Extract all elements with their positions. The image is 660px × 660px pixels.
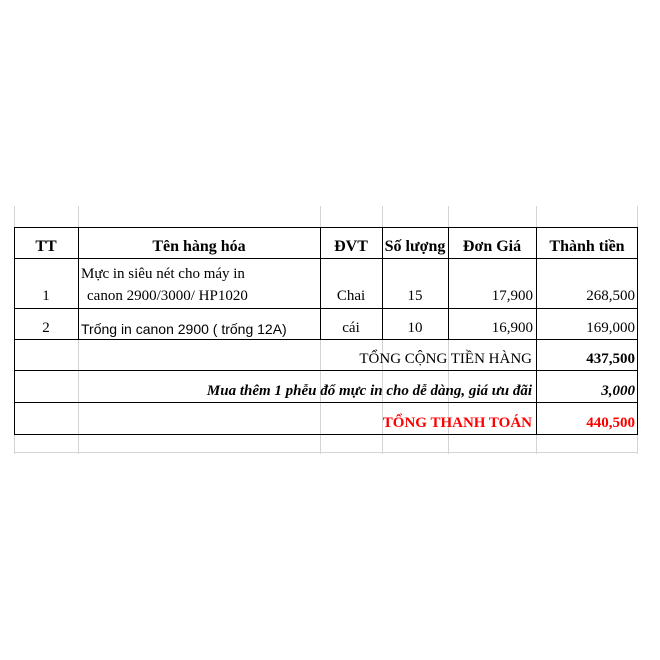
header-qty: Số lượng: [384, 238, 446, 255]
table-border: [78, 227, 79, 339]
table-border: [382, 227, 383, 339]
row-1-name-line2: canon 2900/3000/ HP1020: [87, 288, 248, 304]
header-amount: Thành tiền: [549, 238, 625, 255]
row-1-name-line1: Mực in siêu nét cho máy in: [81, 266, 245, 282]
table-border: [637, 227, 638, 435]
extra-value: 3,000: [601, 383, 635, 399]
total-value: 440,500: [586, 415, 635, 431]
row-1-amount: 268,500: [586, 288, 635, 304]
table-border: [536, 227, 537, 435]
table-border: [14, 308, 638, 309]
subtotal-label: TỔNG CỘNG TIỀN HÀNG: [359, 351, 532, 367]
row-2-tt: 2: [42, 320, 50, 336]
table-border: [14, 227, 638, 228]
total-label: TỔNG THANH TOÁN: [382, 415, 532, 431]
table-border: [14, 258, 638, 259]
header-price: Đơn Giá: [462, 238, 522, 255]
table-border: [320, 227, 321, 339]
header-unit: ĐVT: [334, 238, 368, 255]
row-1-price: 17,900: [491, 288, 533, 304]
row-1-qty: 15: [407, 288, 423, 304]
table-border: [14, 402, 638, 403]
row-1-tt: 1: [42, 288, 50, 304]
row-2-unit: cái: [342, 320, 360, 336]
table-border: [14, 434, 638, 435]
extra-label: Mua thêm 1 phễu đổ mực in cho dễ dàng, giá ưu đãi: [206, 383, 532, 399]
gridline: [14, 452, 638, 453]
table-border: [14, 339, 638, 340]
table-border: [14, 370, 638, 371]
subtotal-value: 437,500: [586, 351, 635, 367]
header-tt: TT: [35, 238, 57, 255]
row-2-name: Trống in canon 2900 ( trống 12A): [81, 321, 287, 337]
row-2-qty: 10: [407, 320, 423, 336]
row-1-unit: Chai: [336, 288, 366, 304]
row-2-price: 16,900: [491, 320, 533, 336]
header-name: Tên hàng hóa: [152, 238, 246, 255]
row-2-amount: 169,000: [586, 320, 635, 336]
table-border: [448, 227, 449, 339]
table-border: [14, 227, 15, 435]
